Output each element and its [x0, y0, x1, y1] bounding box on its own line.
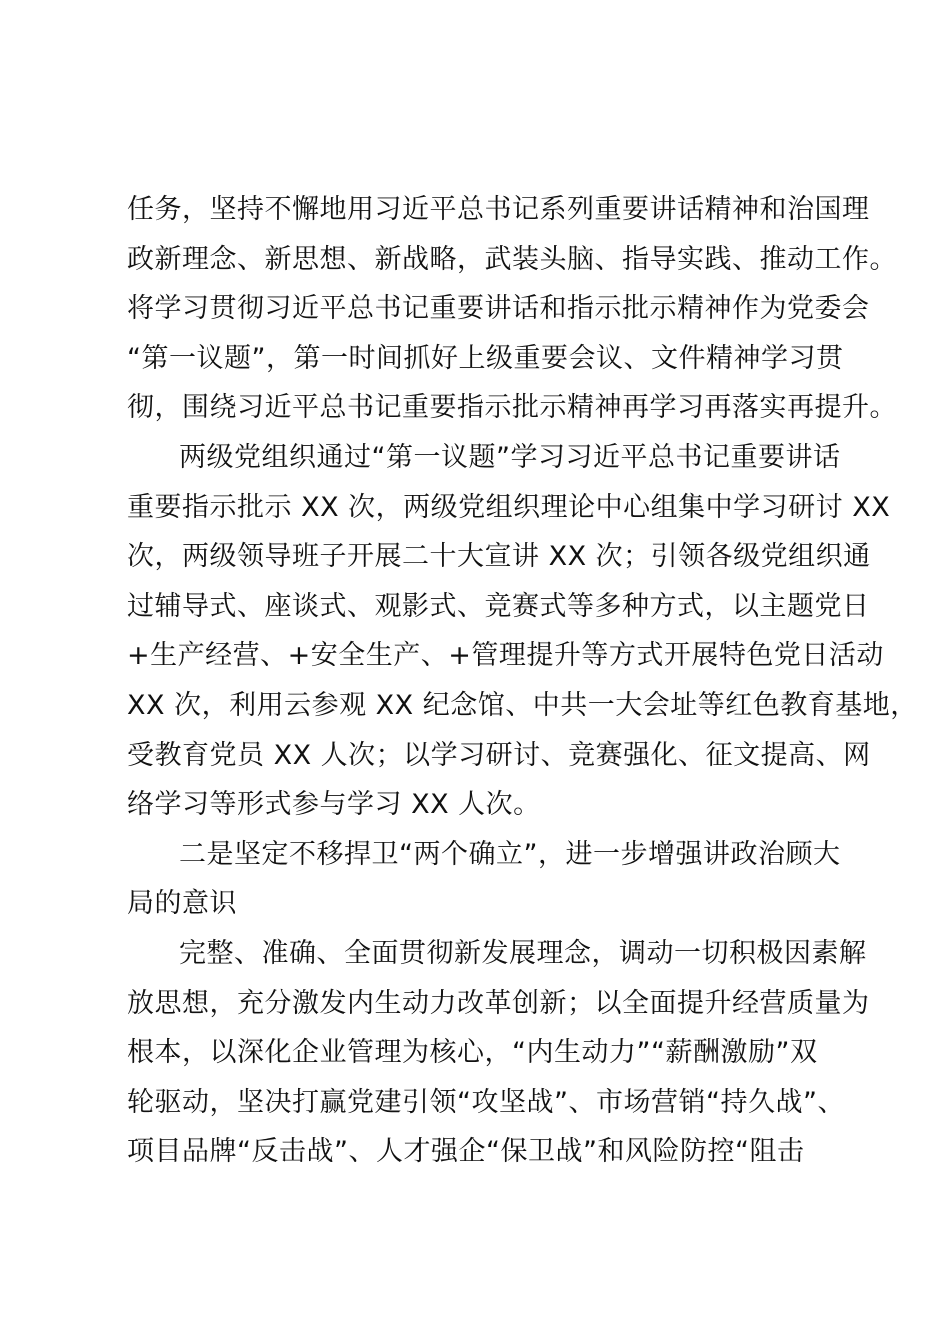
text-line: 项目品牌“反击战”、人才强企“保卫战”和风险防控“阻击	[127, 1136, 805, 1168]
text-line: 络学习等形式参与学习 XX 人次。	[127, 789, 541, 821]
text-line: 重要指示批示 XX 次，两级党组织理论中心组集中学习研讨 XX	[127, 491, 891, 523]
text-line: 任务，坚持不懈地用习近平总书记系列重要讲话精神和治国理	[127, 194, 870, 225]
text-line: 将学习贯彻习近平总书记重要讲话和指示批示精神作为党委会	[127, 293, 870, 325]
text-line: 政新理念、新思想、新战略，武装头脑、指导实践、推动工作。	[127, 243, 897, 275]
section-heading	[127, 830, 862, 929]
text-line: 放思想，充分激发内生动力改革创新；以全面提升经营质量为	[127, 987, 870, 1019]
text-line: 次，两级领导班子开展二十大宣讲 XX 次；引领各级党组织通	[127, 541, 871, 573]
paragraph-1	[127, 185, 897, 433]
text-line: XX 次，利用云参观 XX 纪念馆、中共一大会址等红色教育基地，	[127, 689, 918, 721]
text-line: 受教育党员 XX 人次；以学习研讨、竞赛强化、征文提高、网	[127, 739, 871, 771]
document-body	[127, 185, 918, 1177]
text-line: 彻，围绕习近平总书记重要指示批示精神再学习再落实再提升。	[127, 392, 897, 424]
text-line: 过辅导式、座谈式、观影式、竞赛式等多种方式，以主题党日	[127, 590, 870, 622]
paragraph-2	[127, 433, 918, 830]
text-line: 完整、准确、全面贯彻新发展理念，调动一切积极因素解	[179, 937, 867, 969]
text-line: “第一议题”，第一时间抓好上级重要会议、文件精神学习贯	[127, 342, 844, 374]
text-line: 轮驱动，坚决打赢党建引领“攻坚战”、市场营销“持久战”、	[127, 1086, 845, 1118]
paragraph-3	[127, 929, 870, 1177]
text-line: 两级党组织通过“第一议题”学习习近平总书记重要讲话	[179, 441, 841, 473]
text-line: 根本，以深化企业管理为核心，“内生动力”“薪酬激励”双	[127, 1037, 818, 1069]
text-line: 二是坚定不移捍卫“两个确立”，进一步增强讲政治顾大	[179, 838, 841, 870]
text-line: +生产经营、+安全生产、+管理提升等方式开展特色党日活动	[127, 640, 884, 672]
text-line: 局的意识	[127, 888, 237, 920]
